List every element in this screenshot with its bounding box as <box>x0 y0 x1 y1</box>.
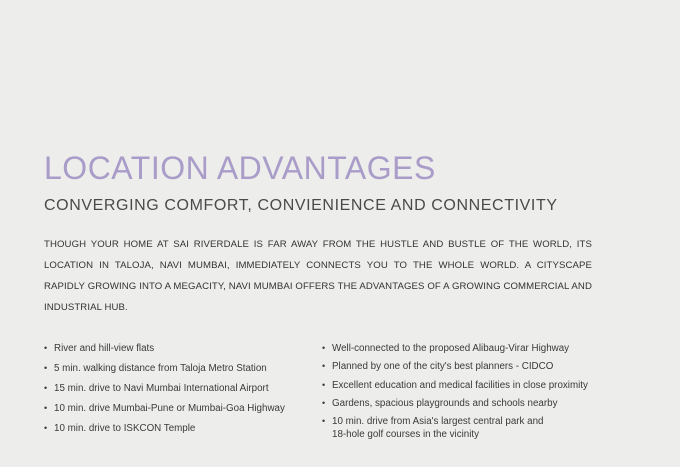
bullet-icon: • <box>322 397 326 408</box>
list-item-text: 5 min. walking distance from Taloja Metro Station <box>54 363 267 374</box>
list-item <box>44 402 314 415</box>
bullet-icon: • <box>322 361 326 372</box>
bullet-icon: • <box>44 403 48 413</box>
list-item <box>322 397 622 410</box>
list-item-text: Planned by one of the city's best planners - CIDCO <box>332 361 554 373</box>
page-subtitle: CONVERGING COMFORT, CONVIENIENCE AND CONNECTIVITY <box>44 197 558 214</box>
list-item <box>44 422 314 435</box>
bullet-icon: • <box>322 379 326 390</box>
list-item-text: 15 min. drive to Navi Mumbai International Airport <box>54 383 269 394</box>
list-item <box>322 379 622 392</box>
page-title: LOCATION ADVANTAGES <box>44 150 436 186</box>
list-item-text: 10 min. drive Mumbai-Pune or Mumbai-Goa Highway <box>54 403 285 414</box>
list-item-text: Well-connected to the proposed Alibaug-Virar Highway <box>332 343 570 354</box>
advantages-list-right <box>322 342 622 446</box>
advantages-list-left <box>44 342 314 442</box>
list-item-text: Gardens, spacious playgrounds and schools nearby <box>332 397 558 409</box>
list-item <box>322 360 622 373</box>
list-item <box>44 382 314 395</box>
bullet-icon: • <box>44 423 48 433</box>
bullet-icon: • <box>322 416 326 427</box>
bullet-icon: • <box>44 343 48 353</box>
bullet-icon: • <box>44 363 48 373</box>
list-item-text: 10 min. drive from Asia's largest central park and 18-hole golf courses in the vicinity <box>332 416 544 441</box>
list-item <box>44 342 314 355</box>
list-item <box>322 342 622 355</box>
bullet-icon: • <box>44 383 48 393</box>
bullet-icon: • <box>322 343 326 353</box>
intro-paragraph: THOUGH YOUR HOME AT SAI RIVERDALE IS FAR AWAY FROM THE HUSTLE AND BUSTLE OF THE WORLD, ITS LOCATION IN TALOJA, NAVI MUMBAI, IMMEDIATELY CONNECTS YOU TO THE WHOLE WORLD. A CITYSCAPE RAPIDLY GROWING INTO A MEGACITY, NAVI MUMBAI OFFERS THE ADVANTAGES OF A GROWING COMMERCIAL AND INDUSTRIAL HUB. <box>44 239 592 313</box>
list-item-text: Excellent education and medical facilities in close proximity <box>332 379 588 391</box>
list-item-text: 10 min. drive to ISKCON Temple <box>54 423 196 434</box>
list-item <box>322 415 547 441</box>
list-item <box>44 362 314 375</box>
list-item-text: River and hill-view flats <box>54 343 155 354</box>
